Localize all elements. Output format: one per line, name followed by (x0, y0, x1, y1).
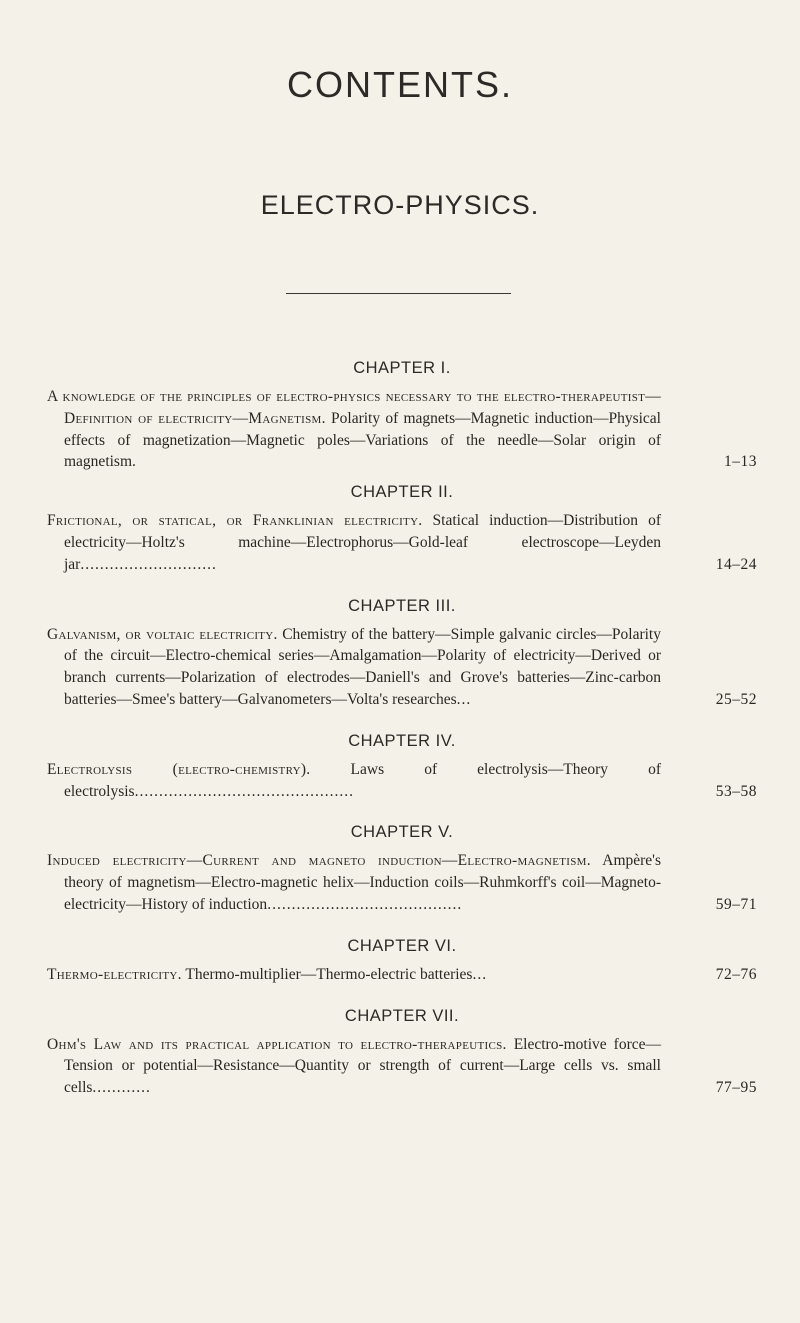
leader-dots: ........................................ (267, 895, 463, 913)
chapter-heading: CHAPTER VI. (347, 936, 457, 955)
chapter-1 (47, 358, 757, 473)
page-range: 1–13 (724, 453, 757, 471)
chapter-heading: CHAPTER VII. (344, 1006, 460, 1025)
leader-dots: ... (456, 690, 472, 708)
chapter-summary: Thermo-multiplier—Thermo-electric batteries (181, 965, 473, 983)
chapter-3 (47, 596, 757, 711)
chapter-entry (47, 850, 757, 915)
chapter-4 (47, 731, 757, 803)
chapter-lead: Electrolysis (electro-chemistry). (47, 760, 311, 778)
chapter-heading: CHAPTER II. (350, 483, 454, 502)
chapter-summary: Statical induction—Distribution of electricity—Holtz's machine—Electrophorus—Gold-leaf electroscope—Leyden jar (64, 512, 661, 573)
page-range: 25–52 (715, 690, 757, 708)
chapter-entry (47, 624, 757, 711)
page-range: 59–71 (715, 895, 757, 913)
chapter-2 (47, 482, 757, 575)
chapter-heading: CHAPTER V. (350, 823, 454, 842)
chapter-7 (47, 1006, 757, 1099)
chapter-lead: Thermo-electricity. (47, 965, 182, 983)
chapter-summary: Laws of electrolysis—Theory of electrolysis (64, 760, 661, 800)
chapter-5 (47, 822, 757, 915)
chapter-6 (47, 936, 757, 986)
leader-dots: ... (472, 965, 488, 983)
chapter-summary: Ampère's theory of magnetism—Electro-magnetic helix—Induction coils—Ruhmkorff's coil—Magneto-electricity—History of induction (64, 852, 662, 913)
leader-dots: ............................................. (134, 782, 354, 800)
chapter-heading: CHAPTER IV. (348, 731, 456, 750)
chapter-lead: Induced electricity—Current and magneto induction—Electro-magnetism. (47, 852, 591, 870)
chapter-summary: Chemistry of the battery—Simple galvanic circles—Polarity of the circuit—Electro-chemical series—Amalgamation—Polarity of electricity—Derived or branch currents—Polarization of electrodes—Daniell's and Grove's batteries—Zinc-carbon batteries—Smee's battery—Galvanometers—Volta's researches (64, 625, 661, 708)
chapter-entry (47, 510, 757, 575)
chapter-lead: Galvanism, or voltaic electricity. (47, 625, 278, 643)
leader-dots: ............................ (80, 555, 217, 573)
chapter-lead: Frictional, or statical, or Franklinian electricity. (47, 512, 423, 530)
chapter-list (47, 358, 757, 1099)
chapter-heading: CHAPTER III. (348, 596, 456, 615)
chapter-summary: Electro-motive force—Tension or potential—Resistance—Quantity or strength of current—Large cells vs. small cells (64, 1035, 661, 1097)
part-title: ELECTRO-PHYSICS. (260, 190, 540, 220)
chapter-entry (47, 759, 757, 803)
chapter-entry (47, 964, 757, 986)
chapter-entry (47, 1034, 757, 1099)
page-range: 53–58 (715, 782, 757, 800)
divider-rule (286, 293, 511, 294)
page-range: 77–95 (715, 1079, 757, 1097)
chapter-lead: A knowledge of the principles of electro-physics necessary to the electro-therapeutist—Definition of electricity—Magnetism. (47, 388, 661, 427)
leader-dots: ............ (92, 1079, 151, 1097)
chapter-lead: Ohm's Law and its practical application to electro-therapeutics. (47, 1035, 507, 1053)
page-range: 14–24 (715, 555, 757, 573)
page-range: 72–76 (715, 965, 757, 983)
chapter-heading: CHAPTER I. (353, 359, 451, 377)
chapter-entry (47, 386, 757, 473)
page-title: CONTENTS. (286, 64, 513, 105)
chapter-summary: Polarity of magnets—Magnetic induction—Physical effects of magnetization—Magnetic poles—Variations of the needle—Solar origin of magnetism. (64, 409, 661, 471)
